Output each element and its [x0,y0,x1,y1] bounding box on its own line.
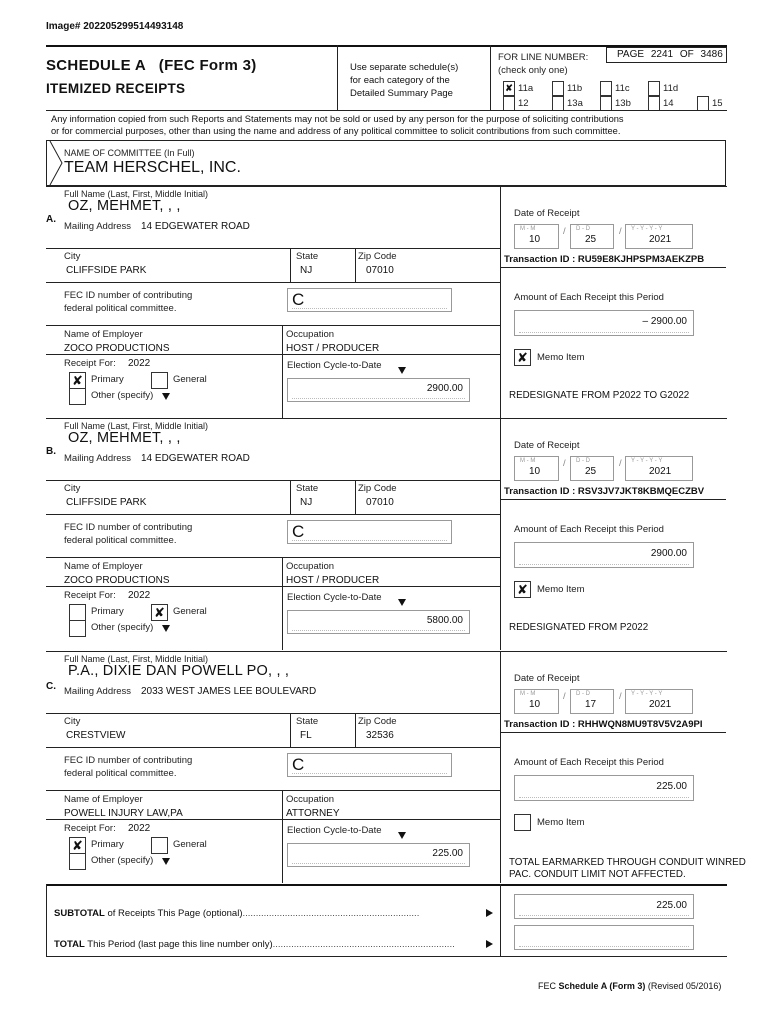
address-rule [46,480,500,481]
entry-top-rule [46,651,727,652]
entry-3 [0,651,770,883]
occupation-value: ATTORNEY [286,808,340,819]
receipt-month-field[interactable] [514,689,559,714]
receipt-day: 25 [585,234,597,245]
receipt-month: 10 [529,234,541,245]
transaction-id [504,254,726,265]
fec-id-field[interactable] [287,520,452,544]
entry-letter: C. [46,681,56,692]
address-rule [46,248,500,249]
txn-rule [500,499,726,500]
amount-each-label: Amount of Each Receipt this Period [514,757,664,768]
receipt-month-field[interactable] [514,456,559,481]
memo-item-label: Memo Item [537,817,585,828]
date-slash: / [563,691,566,702]
election-cycle-ticks [292,394,465,399]
occupation-label: Occupation [286,561,335,572]
mailing-address: 14 EDGEWATER ROAD [141,221,250,232]
receipt-day-field[interactable] [570,456,614,481]
memo-text: TOTAL EARMARKED THROUGH CONDUIT WINRED PAC. CONDUIT LIMIT NOT AFFECTED. [509,857,746,880]
zip-value: 07010 [366,265,394,276]
line-label: 12 [518,98,529,109]
fec-rule [46,790,500,791]
zip-value: 07010 [366,497,394,508]
election-cycle-ticks [292,626,465,631]
memo-checkbox[interactable]: ✘ [514,581,531,598]
other-checkbox[interactable] [69,620,86,637]
committee-label: NAME OF COMMITTEE (In Full) [64,148,195,158]
election-cycle-ticks [292,859,465,864]
line-checkbox-13b[interactable] [600,96,612,111]
state-label: State [296,251,319,262]
state-value: NJ [300,497,313,508]
fec-id-label-line1: FEC ID number of contributing [64,522,193,533]
employer-rule [46,354,500,355]
disclaimer [51,113,624,137]
other-dropdown-icon[interactable] [162,858,170,865]
zip-divider [355,248,356,282]
mailing-address-label: Mailing Address [64,453,132,464]
receipt-year-field[interactable] [625,689,693,714]
city-label: City [64,483,81,494]
mailing-address-label: Mailing Address [64,686,132,697]
state-divider [290,713,291,747]
of-label: OF [679,49,694,60]
footer-left-rule [46,884,47,956]
other-checkbox[interactable] [69,853,86,870]
date-slash: / [563,458,566,469]
amount-ticks [519,793,689,798]
txn-rule [500,267,726,268]
employer-label: Name of Employer [64,561,143,572]
line-label: 13a [567,98,583,109]
year-hint: Y - Y - Y - Y [631,226,663,232]
receipt-year-field[interactable] [625,224,693,249]
transaction-id-value: RHHWQN8MU9T8V5V2A9PI [577,719,703,730]
fec-id-label-line2: federal political committee. [64,535,177,546]
contributor-name: P.A., DIXIE DAN POWELL PO, , , [68,663,290,679]
header-divider-2 [490,45,491,110]
memo-text: REDESIGNATED FROM P2022 [509,622,649,633]
total-bold: TOTAL [54,939,85,950]
fec-id-label-line1: FEC ID number of contributing [64,755,193,766]
header-divider-1 [337,45,338,110]
occupation-divider [282,790,283,883]
transaction-id-value: RSV3JV7JKT8KBMQECZBV [577,486,705,497]
day-hint: D - D [576,458,590,464]
election-cycle-amount: 225.00 [432,848,463,859]
zip-label: Zip Code [358,251,397,262]
fec-id-ticks [292,304,447,309]
month-hint: M - M [520,226,536,232]
memo-checkbox[interactable] [514,814,531,831]
transaction-id-value: RU59E8KJHPSPM3AEKZPB [577,254,705,265]
election-cycle-label: Election Cycle-to-Date [287,592,382,603]
subtotal-arrow-icon [486,909,493,917]
line-label: 11c [615,83,630,94]
full-name-label: Full Name (Last, First, Middle Initial) [64,189,209,199]
line-checkbox-11c[interactable] [600,81,612,96]
disclaimer-line: or for commercial purposes, other than using the name and address of any political committee to solicit contributions from such committee. [51,126,621,136]
state-value: FL [300,730,312,741]
receipt-month-field[interactable] [514,224,559,249]
receipt-date-year: 2021 [649,699,672,710]
amount-ticks [519,328,689,333]
receipt-for-label: Receipt For: [64,358,116,369]
state-divider [290,480,291,514]
receipt-year: 2022 [128,590,151,601]
general-label: General [173,839,207,850]
election-cycle-dropdown-icon[interactable] [398,832,406,839]
amount-ticks [519,560,689,565]
line-checkbox-11d[interactable] [648,81,660,96]
full-name-label: Full Name (Last, First, Middle Initial) [64,654,209,664]
contributor-name: OZ, MEHMET, , , [68,430,181,446]
election-cycle-dropdown-icon[interactable] [398,599,406,606]
line-checkbox-15[interactable] [697,96,709,111]
header-bottom-rule [46,110,727,111]
date-of-receipt-label: Date of Receipt [514,208,580,219]
receipt-year: 2022 [128,358,151,369]
year-hint: Y - Y - Y - Y [631,458,663,464]
occupation-label: Occupation [286,329,335,340]
year-hint: Y - Y - Y - Y [631,691,663,697]
subtotal-field[interactable] [514,894,694,919]
primary-label: Primary [91,839,124,850]
occupation-value: HOST / PRODUCER [286,575,380,586]
other-checkbox[interactable] [69,388,86,405]
receipt-day-field[interactable] [570,224,614,249]
transaction-id [504,486,726,497]
instruction-line: Use separate schedule(s) [350,62,459,73]
total-field[interactable] [514,925,694,950]
receipt-day: 17 [585,699,597,710]
entry-1 [0,186,770,418]
check-only-one-label: (check only one) [498,65,568,76]
receipt-day-field[interactable] [570,689,614,714]
day-hint: D - D [576,691,590,697]
transaction-id [504,719,726,730]
fec-id-label-line1: FEC ID number of contributing [64,290,193,301]
election-cycle-dropdown-icon[interactable] [398,367,406,374]
image-id: Image# 202205299514493148 [46,21,184,32]
primary-label: Primary [91,606,124,617]
receipt-month: 10 [529,466,541,477]
form-identifier [538,981,721,991]
zip-value: 32536 [366,730,394,741]
other-dropdown-icon[interactable] [162,625,170,632]
occupation-label: Occupation [286,794,335,805]
general-checkbox[interactable]: ✘ [151,604,168,621]
mailing-address: 14 EDGEWATER ROAD [141,453,250,464]
amount-each-label: Amount of Each Receipt this Period [514,524,664,535]
entry-letter: A. [46,214,56,225]
entry-2 [0,418,770,650]
receipt-month: 10 [529,699,541,710]
amount-value: 2900.00 [650,548,687,559]
line-checkbox-12[interactable] [503,96,515,111]
footer-divider [500,884,501,956]
footer-bottom-rule [46,956,727,957]
amount-each-label: Amount of Each Receipt this Period [514,292,664,303]
receipt-year: 2022 [128,823,151,834]
entry-letter: B. [46,446,56,457]
memo-text: REDESIGNATE FROM P2022 TO G2022 [509,390,690,401]
disclaimer-line: Any information copied from such Reports and Statements may not be sold or used by any person for the purpose of soliciting contributions [51,114,624,124]
zip-divider [355,713,356,747]
total-label [54,939,455,950]
receipt-day: 25 [585,466,597,477]
amount-field[interactable] [514,310,694,336]
separate-schedule-instructions [350,61,458,100]
fec-rule [46,325,500,326]
election-cycle-label: Election Cycle-to-Date [287,825,382,836]
instruction-line: Detailed Summary Page [350,88,453,99]
subtotal-rest: of Receipts This Page (optional) [107,908,243,919]
subtotal-bold: SUBTOTAL [54,908,105,919]
day-hint: D - D [576,226,590,232]
contributor-name: OZ, MEHMET, , , [68,198,181,214]
election-cycle-field[interactable] [287,610,470,634]
occupation-value: HOST / PRODUCER [286,343,380,354]
amount-value: 225.00 [656,781,687,792]
fec-id-prefix: C [292,522,305,541]
total-leader: ..................................................................... [272,939,455,950]
line-label: 11a [518,83,534,94]
city-value: CLIFFSIDE PARK [66,497,147,508]
election-cycle-label: Election Cycle-to-Date [287,360,382,371]
general-label: General [173,374,207,385]
fec-id-prefix: C [292,290,305,309]
line-checkbox-11a[interactable]: ✘ [503,81,515,96]
form-id-prefix: FEC [538,981,556,991]
primary-checkbox[interactable] [69,604,86,621]
employer-label: Name of Employer [64,329,143,340]
state-label: State [296,483,319,494]
amount-field[interactable] [514,775,694,801]
transaction-id-label: Transaction ID : [504,486,576,497]
date-slash: / [619,691,622,702]
city-rule [46,747,500,748]
fec-id-label-line2: federal political committee. [64,303,177,314]
memo-item-label: Memo Item [537,584,585,595]
occupation-divider [282,557,283,650]
city-rule [46,282,500,283]
fec-id-ticks [292,769,447,774]
transaction-id-label: Transaction ID : [504,719,576,730]
committee-name: TEAM HERSCHEL, INC. [64,159,241,176]
city-value: CRESTVIEW [66,730,126,741]
general-checkbox[interactable] [151,372,168,389]
entry-top-rule [46,418,727,419]
month-hint: M - M [520,691,536,697]
employer-rule [46,586,500,587]
entry-column-divider [500,651,501,883]
general-label: General [173,606,207,617]
subtotal-label [54,908,419,919]
fec-rule [46,557,500,558]
city-rule [46,514,500,515]
page-number: 2241 [650,49,674,60]
amount-value: – 2900.00 [642,316,687,327]
total-arrow-icon [486,940,493,948]
page-label: PAGE [617,49,645,60]
total-rest: This Period (last page this line number only) [87,939,273,950]
line-label: 11d [663,83,679,94]
line-label: 15 [712,98,723,109]
date-of-receipt-label: Date of Receipt [514,440,580,451]
line-checkbox-13a[interactable] [552,96,564,111]
employer-rule [46,819,500,820]
city-label: City [64,251,81,262]
page-total: 3486 [700,49,723,60]
employer-value: POWELL INJURY LAW,PA [64,808,183,819]
election-cycle-amount: 2900.00 [426,383,463,394]
primary-label: Primary [91,374,124,385]
other-specify-label: Other (specify) [91,855,154,866]
election-cycle-amount: 5800.00 [426,615,463,626]
line-checkbox-11b[interactable] [552,81,564,96]
receipt-year-field[interactable] [625,456,693,481]
fec-id-ticks [292,536,447,541]
employer-value: ZOCO PRODUCTIONS [64,343,170,354]
line-label: 13b [615,98,631,109]
state-value: NJ [300,265,313,276]
receipt-date-year: 2021 [649,234,672,245]
employer-value: ZOCO PRODUCTIONS [64,575,170,586]
form-id-suffix: (Revised 05/2016) [647,981,722,991]
txn-rule [500,732,726,733]
election-cycle-field[interactable] [287,378,470,402]
fec-id-field[interactable] [287,288,452,312]
primary-checkbox[interactable]: ✘ [69,372,86,389]
election-cycle-field[interactable] [287,843,470,867]
subtotal-value: 225.00 [656,900,687,911]
fec-id-label-line2: federal political committee. [64,768,177,779]
city-value: CLIFFSIDE PARK [66,265,147,276]
fec-id-prefix: C [292,755,305,774]
form-id-bold: Schedule A (Form 3) [558,981,646,991]
full-name-label: Full Name (Last, First, Middle Initial) [64,421,209,431]
employer-label: Name of Employer [64,794,143,805]
entry-column-divider [500,186,501,418]
zip-label: Zip Code [358,716,397,727]
occupation-divider [282,325,283,418]
transaction-id-label: Transaction ID : [504,254,576,265]
amount-field[interactable] [514,542,694,568]
subtotal-leader: ................................................................... [242,908,420,919]
schedule-title: SCHEDULE A (FEC Form 3) [46,57,257,74]
line-number-label: FOR LINE NUMBER: [498,52,589,63]
line-checkbox-14[interactable] [648,96,660,111]
line-label: 14 [663,98,674,109]
fec-id-field[interactable] [287,753,452,777]
other-dropdown-icon[interactable] [162,393,170,400]
footer-top-rule [46,884,727,886]
receipt-for-label: Receipt For: [64,823,116,834]
receipt-for-label: Receipt For: [64,590,116,601]
state-divider [290,248,291,282]
memo-checkbox[interactable]: ✘ [514,349,531,366]
date-slash: / [563,226,566,237]
general-checkbox[interactable] [151,837,168,854]
memo-item-label: Memo Item [537,352,585,363]
page-number-box [606,47,727,63]
entry-column-divider [500,418,501,650]
instruction-line: for each category of the [350,75,450,86]
mailing-address: 2033 WEST JAMES LEE BOULEVARD [141,686,317,697]
month-hint: M - M [520,458,536,464]
date-slash: / [619,458,622,469]
state-label: State [296,716,319,727]
line-label: 11b [567,83,583,94]
schedule-subtitle: ITEMIZED RECEIPTS [46,81,186,96]
date-of-receipt-label: Date of Receipt [514,673,580,684]
entry-top-rule [46,186,727,187]
address-rule [46,713,500,714]
other-specify-label: Other (specify) [91,390,154,401]
receipt-date-year: 2021 [649,466,672,477]
city-label: City [64,716,81,727]
mailing-address-label: Mailing Address [64,221,132,232]
primary-checkbox[interactable]: ✘ [69,837,86,854]
date-slash: / [619,226,622,237]
zip-label: Zip Code [358,483,397,494]
other-specify-label: Other (specify) [91,622,154,633]
zip-divider [355,480,356,514]
